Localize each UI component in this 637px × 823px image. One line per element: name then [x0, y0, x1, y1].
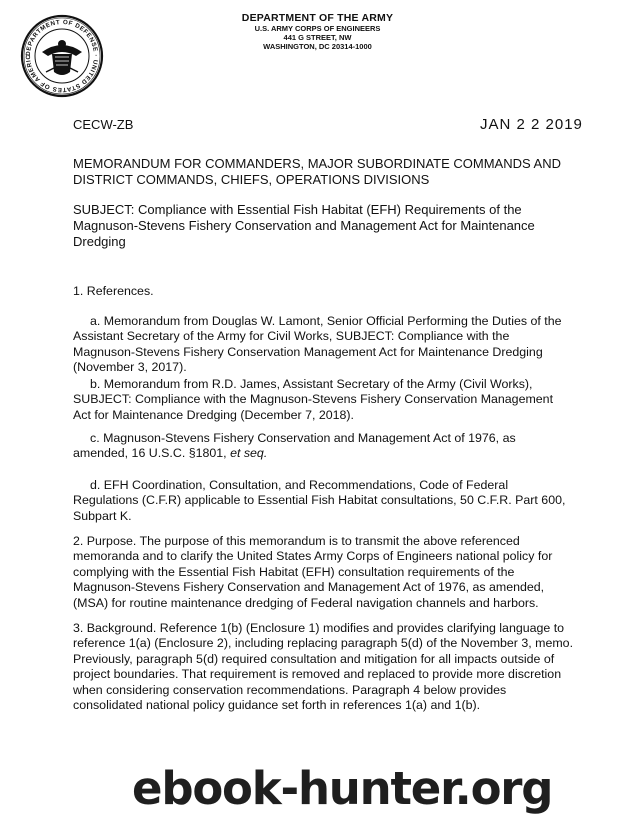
- office-symbol: CECW-ZB: [73, 117, 134, 132]
- watermark: ebook-hunter.org: [132, 762, 553, 815]
- references-heading: 1. References.: [73, 284, 154, 298]
- reference-c: [73, 431, 573, 462]
- memo-date: JAN 2 2 2019: [480, 116, 583, 133]
- letterhead-department: DEPARTMENT OF THE ARMY: [241, 12, 394, 24]
- department-of-defense-seal-icon: [20, 14, 104, 98]
- reference-c-italic: et seq.: [230, 446, 268, 461]
- letterhead-city: WASHINGTON, DC 20314-1000: [263, 42, 372, 51]
- reference-d: d. EFH Coordination, Consultation, and Recommendations, Code of Federal Regulations (C.F.R) applicable to Essential Fish Habitat consultations, 50 C.F.R. Part 600, Subpart K.: [73, 478, 566, 523]
- background-paragraph: 3. Background. Reference 1(b) (Enclosure 1) modifies and provides clarifying language to reference 1(a) (Enclosure 2), including replacing paragraph 5(d) of the November 3, memo. Previously, paragraph 5(d) required consultation and mitigation for all impacts outside of project boundaries. That requirement is removed and replaced to provide more discretion when considering conservation recommendations. Paragraph 4 below provides consolidated national policy guidance set forth in references 1(a) and 1(b).: [73, 621, 574, 713]
- letterhead-corps: U.S. ARMY CORPS OF ENGINEERS: [254, 24, 381, 33]
- memo-subject: SUBJECT: Compliance with Essential Fish Habitat (EFH) Requirements of the Magnuson-Stevens Fishery Conservation and Management Act for Maintenance Dredging: [73, 202, 535, 249]
- letterhead: [200, 12, 435, 51]
- reference-c-text: c. Magnuson-Stevens Fishery Conservation and Management Act of 1976, as amended, 16 U.S.C. §1801,: [73, 431, 516, 461]
- seal-text: DEPARTMENT OF DEFENSE · UNITED STATES OF AMERIC: [24, 18, 100, 94]
- reference-a: a. Memorandum from Douglas W. Lamont, Senior Official Performing the Duties of the Assistant Secretary of the Army for Civil Works, SUBJECT: Compliance with the Magnuson-Stevens Fishery Conservation Management Act for Maintenance Dredging (November 3, 2017).: [73, 314, 562, 375]
- memo-for-line: MEMORANDUM FOR COMMANDERS, MAJOR SUBORDINATE COMMANDS AND DISTRICT COMMANDS, CHIEFS, OPERATIONS DIVISIONS: [73, 156, 561, 187]
- purpose-paragraph: 2. Purpose. The purpose of this memorandum is to transmit the above referenced memoranda and to clarify the United States Army Corps of Engineers national policy for complying with the Essential Fish Habitat (EFH) consultation requirements of the Magnuson-Stevens Fishery Conservation and Management Act of 1976, as amended, (MSA) for routine maintenance dredging of Federal navigation channels and harbors.: [73, 534, 553, 610]
- letterhead-street: 441 G STREET, NW: [283, 33, 352, 42]
- reference-b: b. Memorandum from R.D. James, Assistant Secretary of the Army (Civil Works), SUBJECT: Compliance with the Magnuson-Stevens Fishery Conservation Management Act for Maintenance Dredging (December 7, 2018).: [73, 377, 554, 422]
